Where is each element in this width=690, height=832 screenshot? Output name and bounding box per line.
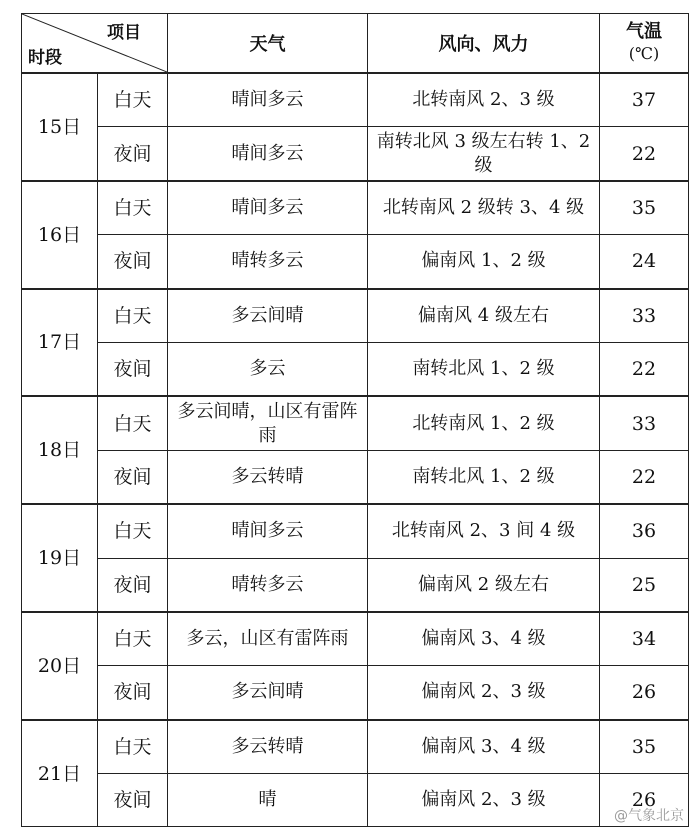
date-cell: 16日	[22, 181, 98, 289]
weather-cell: 多云间晴，山区有雷阵雨	[168, 396, 368, 450]
header-item-label: 项目	[107, 23, 141, 43]
header-temp-label: 气温	[626, 21, 662, 42]
date-cell: 19日	[22, 504, 98, 612]
table-row	[22, 666, 689, 720]
watermark: @气象北京	[614, 808, 684, 824]
wind-cell: 北转南风 2、3 间 4 级	[368, 504, 600, 558]
wind-cell: 北转南风 2、3 级	[368, 73, 600, 127]
wind-cell: 偏南风 2、3 级	[368, 774, 600, 827]
period-cell: 白天	[98, 612, 168, 666]
date-cell: 17日	[22, 289, 98, 397]
date-cell: 15日	[22, 73, 98, 181]
date-cell: 21日	[22, 720, 98, 827]
weather-cell: 晴	[168, 774, 368, 827]
weather-cell: 多云	[168, 342, 368, 396]
weather-cell: 多云，山区有雷阵雨	[168, 612, 368, 666]
wind-cell: 偏南风 3、4 级	[368, 720, 600, 774]
wind-cell: 偏南风 2 级左右	[368, 558, 600, 612]
temp-cell: 22	[600, 127, 689, 181]
period-cell: 夜间	[98, 666, 168, 720]
wind-cell: 北转南风 1、2 级	[368, 396, 600, 450]
weather-cell: 晴间多云	[168, 181, 368, 235]
header-period-label: 时段	[28, 48, 62, 68]
wind-cell: 北转南风 2 级转 3、4 级	[368, 181, 600, 235]
temp-cell: 25	[600, 558, 689, 612]
wind-cell: 南转北风 1、2 级	[368, 450, 600, 504]
table-row	[22, 73, 689, 127]
temp-cell: 35	[600, 720, 689, 774]
forecast-body	[22, 73, 689, 827]
temp-cell: 35	[600, 181, 689, 235]
period-cell: 白天	[98, 181, 168, 235]
header-diagonal-cell	[22, 14, 168, 74]
period-cell: 白天	[98, 289, 168, 343]
header-temp	[600, 14, 689, 74]
temp-cell: 26	[600, 666, 689, 720]
period-cell: 夜间	[98, 235, 168, 289]
period-cell: 白天	[98, 504, 168, 558]
period-cell: 夜间	[98, 450, 168, 504]
table-row	[22, 612, 689, 666]
weather-cell: 晴间多云	[168, 504, 368, 558]
temp-cell: 36	[600, 504, 689, 558]
weather-cell: 多云转晴	[168, 720, 368, 774]
table-row	[22, 396, 689, 450]
date-cell: 18日	[22, 396, 98, 504]
period-cell: 夜间	[98, 774, 168, 827]
wind-cell: 偏南风 4 级左右	[368, 289, 600, 343]
table-row	[22, 774, 689, 827]
temp-cell: 33	[600, 396, 689, 450]
period-cell: 夜间	[98, 127, 168, 181]
wind-cell: 南转北风 3 级左右转 1、2 级	[368, 127, 600, 181]
table-row	[22, 289, 689, 343]
forecast-table	[21, 13, 689, 827]
table-row	[22, 127, 689, 181]
period-cell: 夜间	[98, 342, 168, 396]
header-temp-unit: (℃)	[628, 44, 660, 63]
table-row	[22, 450, 689, 504]
weather-cell: 多云间晴	[168, 666, 368, 720]
table-row	[22, 181, 689, 235]
period-cell: 夜间	[98, 558, 168, 612]
weather-cell: 多云转晴	[168, 450, 368, 504]
table-row	[22, 720, 689, 774]
wind-cell: 偏南风 2、3 级	[368, 666, 600, 720]
temp-cell: 26	[600, 774, 689, 827]
temp-cell: 33	[600, 289, 689, 343]
table-row	[22, 235, 689, 289]
wind-cell: 南转北风 1、2 级	[368, 342, 600, 396]
weather-cell: 晴转多云	[168, 235, 368, 289]
table-row	[22, 558, 689, 612]
temp-cell: 37	[600, 73, 689, 127]
period-cell: 白天	[98, 720, 168, 774]
temp-cell: 24	[600, 235, 689, 289]
period-cell: 白天	[98, 73, 168, 127]
table-row	[22, 504, 689, 558]
header-row	[22, 14, 689, 74]
weather-cell: 晴间多云	[168, 73, 368, 127]
header-wind: 风向、风力	[368, 14, 600, 74]
weather-cell: 晴转多云	[168, 558, 368, 612]
temp-cell: 22	[600, 450, 689, 504]
temp-cell: 22	[600, 342, 689, 396]
weather-cell: 晴间多云	[168, 127, 368, 181]
date-cell: 20日	[22, 612, 98, 720]
weather-cell: 多云间晴	[168, 289, 368, 343]
wind-cell: 偏南风 3、4 级	[368, 612, 600, 666]
header-weather: 天气	[168, 14, 368, 74]
table-row	[22, 342, 689, 396]
wind-cell: 偏南风 1、2 级	[368, 235, 600, 289]
temp-cell: 34	[600, 612, 689, 666]
period-cell: 白天	[98, 396, 168, 450]
